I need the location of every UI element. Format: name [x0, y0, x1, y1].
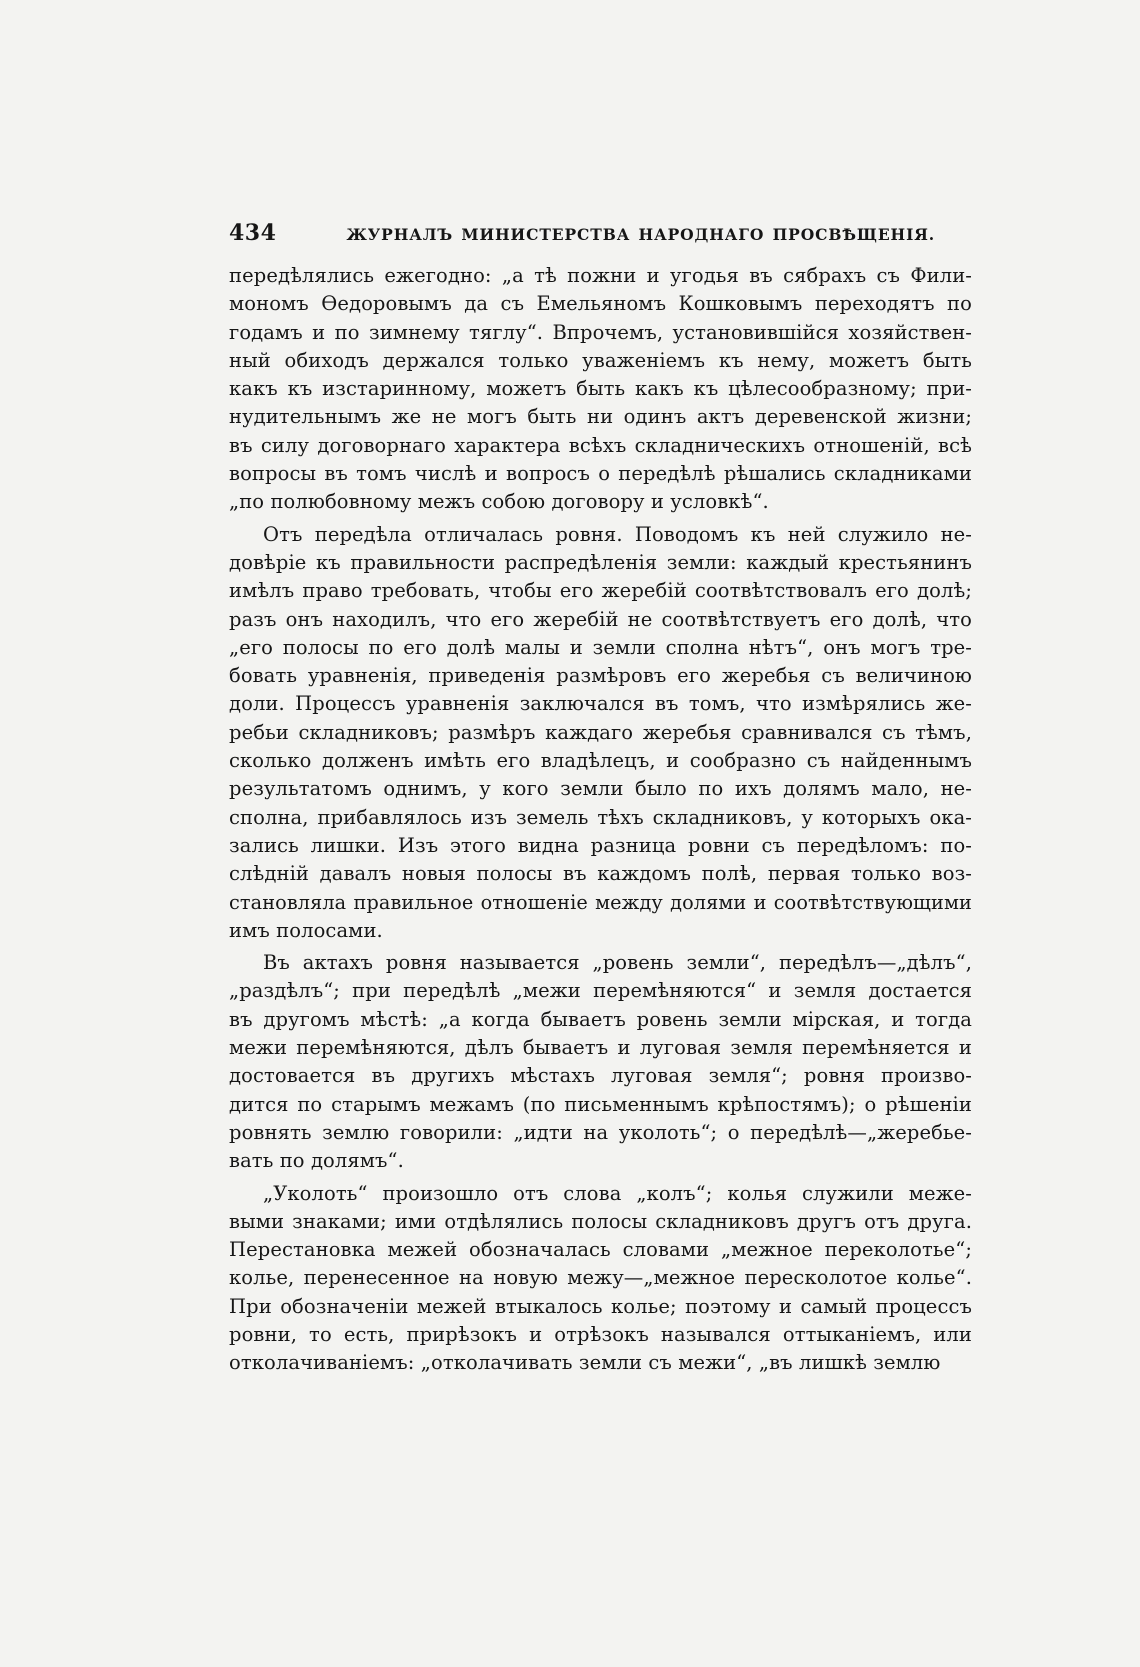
- text-line: выми знаками; ими отдѣлялись полосы складниковъ другъ отъ друга.: [229, 1209, 972, 1233]
- text-line: При обозначеніи межей втыкалось колье; поэтому и самый процессъ: [229, 1294, 972, 1318]
- text-line: отколачиваніемъ: „отколачивать земли съ межи“, „въ лишкѣ землю: [229, 1351, 941, 1375]
- text-line: Перестановка межей обозначалась словами „межное переколотье“;: [229, 1238, 972, 1262]
- text-line: становляла правильное отношеніе между долями и соотвѣтствующими: [229, 890, 972, 914]
- paragraph: [229, 262, 972, 517]
- text-line: результатомъ однимъ, у кого земли было по ихъ долямъ мало, не-: [229, 777, 972, 801]
- text-line: мономъ Ѳедоровымъ да съ Емельяномъ Кошковымъ переходятъ по: [229, 292, 972, 316]
- text-line: доли. Процессъ уравненія заключался въ томъ, что измѣрялись же-: [229, 692, 972, 716]
- text-line: „Уколоть“ произошло отъ слова „колъ“; колья служили меже-: [263, 1181, 972, 1205]
- text-line: „по полюбовному межъ собою договору и условкѣ“.: [229, 490, 769, 514]
- text-line: Отъ передѣла отличалась ровня. Поводомъ къ ней служило не-: [263, 522, 972, 546]
- text-line: колье, перенесенное на новую межу—„межное пересколотое колье“.: [229, 1266, 972, 1290]
- text-line: Въ актахъ ровня называется „ровень земли“, передѣлъ—„дѣлъ“,: [263, 951, 972, 975]
- text-line: дится по старымъ межамъ (по письменнымъ крѣпостямъ); о рѣшеніи: [229, 1092, 972, 1116]
- text-line: въ силу договорнаго характера всѣхъ складническихъ отношеній, всѣ: [229, 433, 972, 457]
- text-line: сколько долженъ имѣть его владѣлецъ, и сообразно съ найденнымъ: [229, 749, 972, 773]
- paragraph: [229, 949, 972, 1175]
- text-line: „его полосы по его долѣ малы и земли сполна нѣтъ“, онъ могъ тре-: [229, 635, 972, 659]
- paragraph: [229, 521, 972, 945]
- text-line: вать по долямъ“.: [229, 1149, 404, 1173]
- text-line: сполна, прибавлялось изъ земель тѣхъ складниковъ, у которыхъ ока-: [229, 805, 972, 829]
- text-line: имъ полосами.: [229, 918, 383, 942]
- text-line: какъ къ изстаринному, можетъ быть какъ къ цѣлесообразному; при-: [229, 377, 972, 401]
- text-line: въ другомъ мѣстѣ: „а когда бываетъ ровень земли мірская, и тогда: [229, 1007, 972, 1031]
- page-number: 434: [229, 220, 277, 246]
- text-line: имѣлъ право требовать, чтобы его жеребій соотвѣтствовалъ его долѣ;: [229, 579, 972, 603]
- text-line: ный обиходъ держался только уваженіемъ къ нему, можетъ быть: [229, 348, 972, 372]
- paragraph: [229, 1180, 972, 1378]
- text-line: передѣлялись ежегодно: „а тѣ пожни и угодья въ сябрахъ съ Фили-: [229, 264, 972, 287]
- body-text: [229, 262, 972, 1378]
- text-line: „раздѣлъ“; при передѣлѣ „межи перемѣняются“ и земля достается: [229, 979, 972, 1003]
- text-line: межи перемѣняются, дѣлъ бываетъ и луговая земля перемѣняется и: [229, 1036, 972, 1060]
- text-line: ребьи складниковъ; размѣръ каждаго жеребья сравнивался съ тѣмъ,: [229, 720, 972, 744]
- text-line: слѣдній давалъ новыя полосы въ каждомъ полѣ, первая только воз-: [229, 862, 972, 886]
- text-line: ровнять землю говорили: „идти на уколоть“; о передѣлѣ—„жеребье-: [229, 1120, 972, 1144]
- text-line: годамъ и по зимнему тяглу“. Впрочемъ, установившійся хозяйствен-: [229, 320, 972, 344]
- text-line: нудительнымъ же не могъ быть ни одинъ актъ деревенской жизни;: [229, 405, 972, 429]
- text-line: достовается въ другихъ мѣстахъ луговая земля“; ровня произво-: [229, 1064, 972, 1088]
- text-line: бовать уравненія, приведенія размѣровъ его жеребья съ величиною: [229, 664, 972, 688]
- text-line: вопросы въ томъ числѣ и вопросъ о передѣлѣ рѣшались складниками: [229, 462, 972, 486]
- running-title: ЖУРНАЛЪ МИНИСТЕРСТВА НАРОДНАГО ПРОСВѢЩЕНІЯ.: [346, 225, 936, 244]
- text-line: довѣріе къ правильности распредѣленія земли: каждый крестьянинъ: [229, 550, 972, 574]
- text-line: зались лишки. Изъ этого видна разница ровни съ передѣломъ: по-: [229, 833, 972, 857]
- text-line: разъ онъ находилъ, что его жеребій не соотвѣтствуетъ его долѣ, что: [229, 607, 972, 631]
- page-header: [229, 220, 972, 246]
- text-line: ровни, то есть, прирѣзокъ и отрѣзокъ назывался оттыканіемъ, или: [229, 1322, 972, 1346]
